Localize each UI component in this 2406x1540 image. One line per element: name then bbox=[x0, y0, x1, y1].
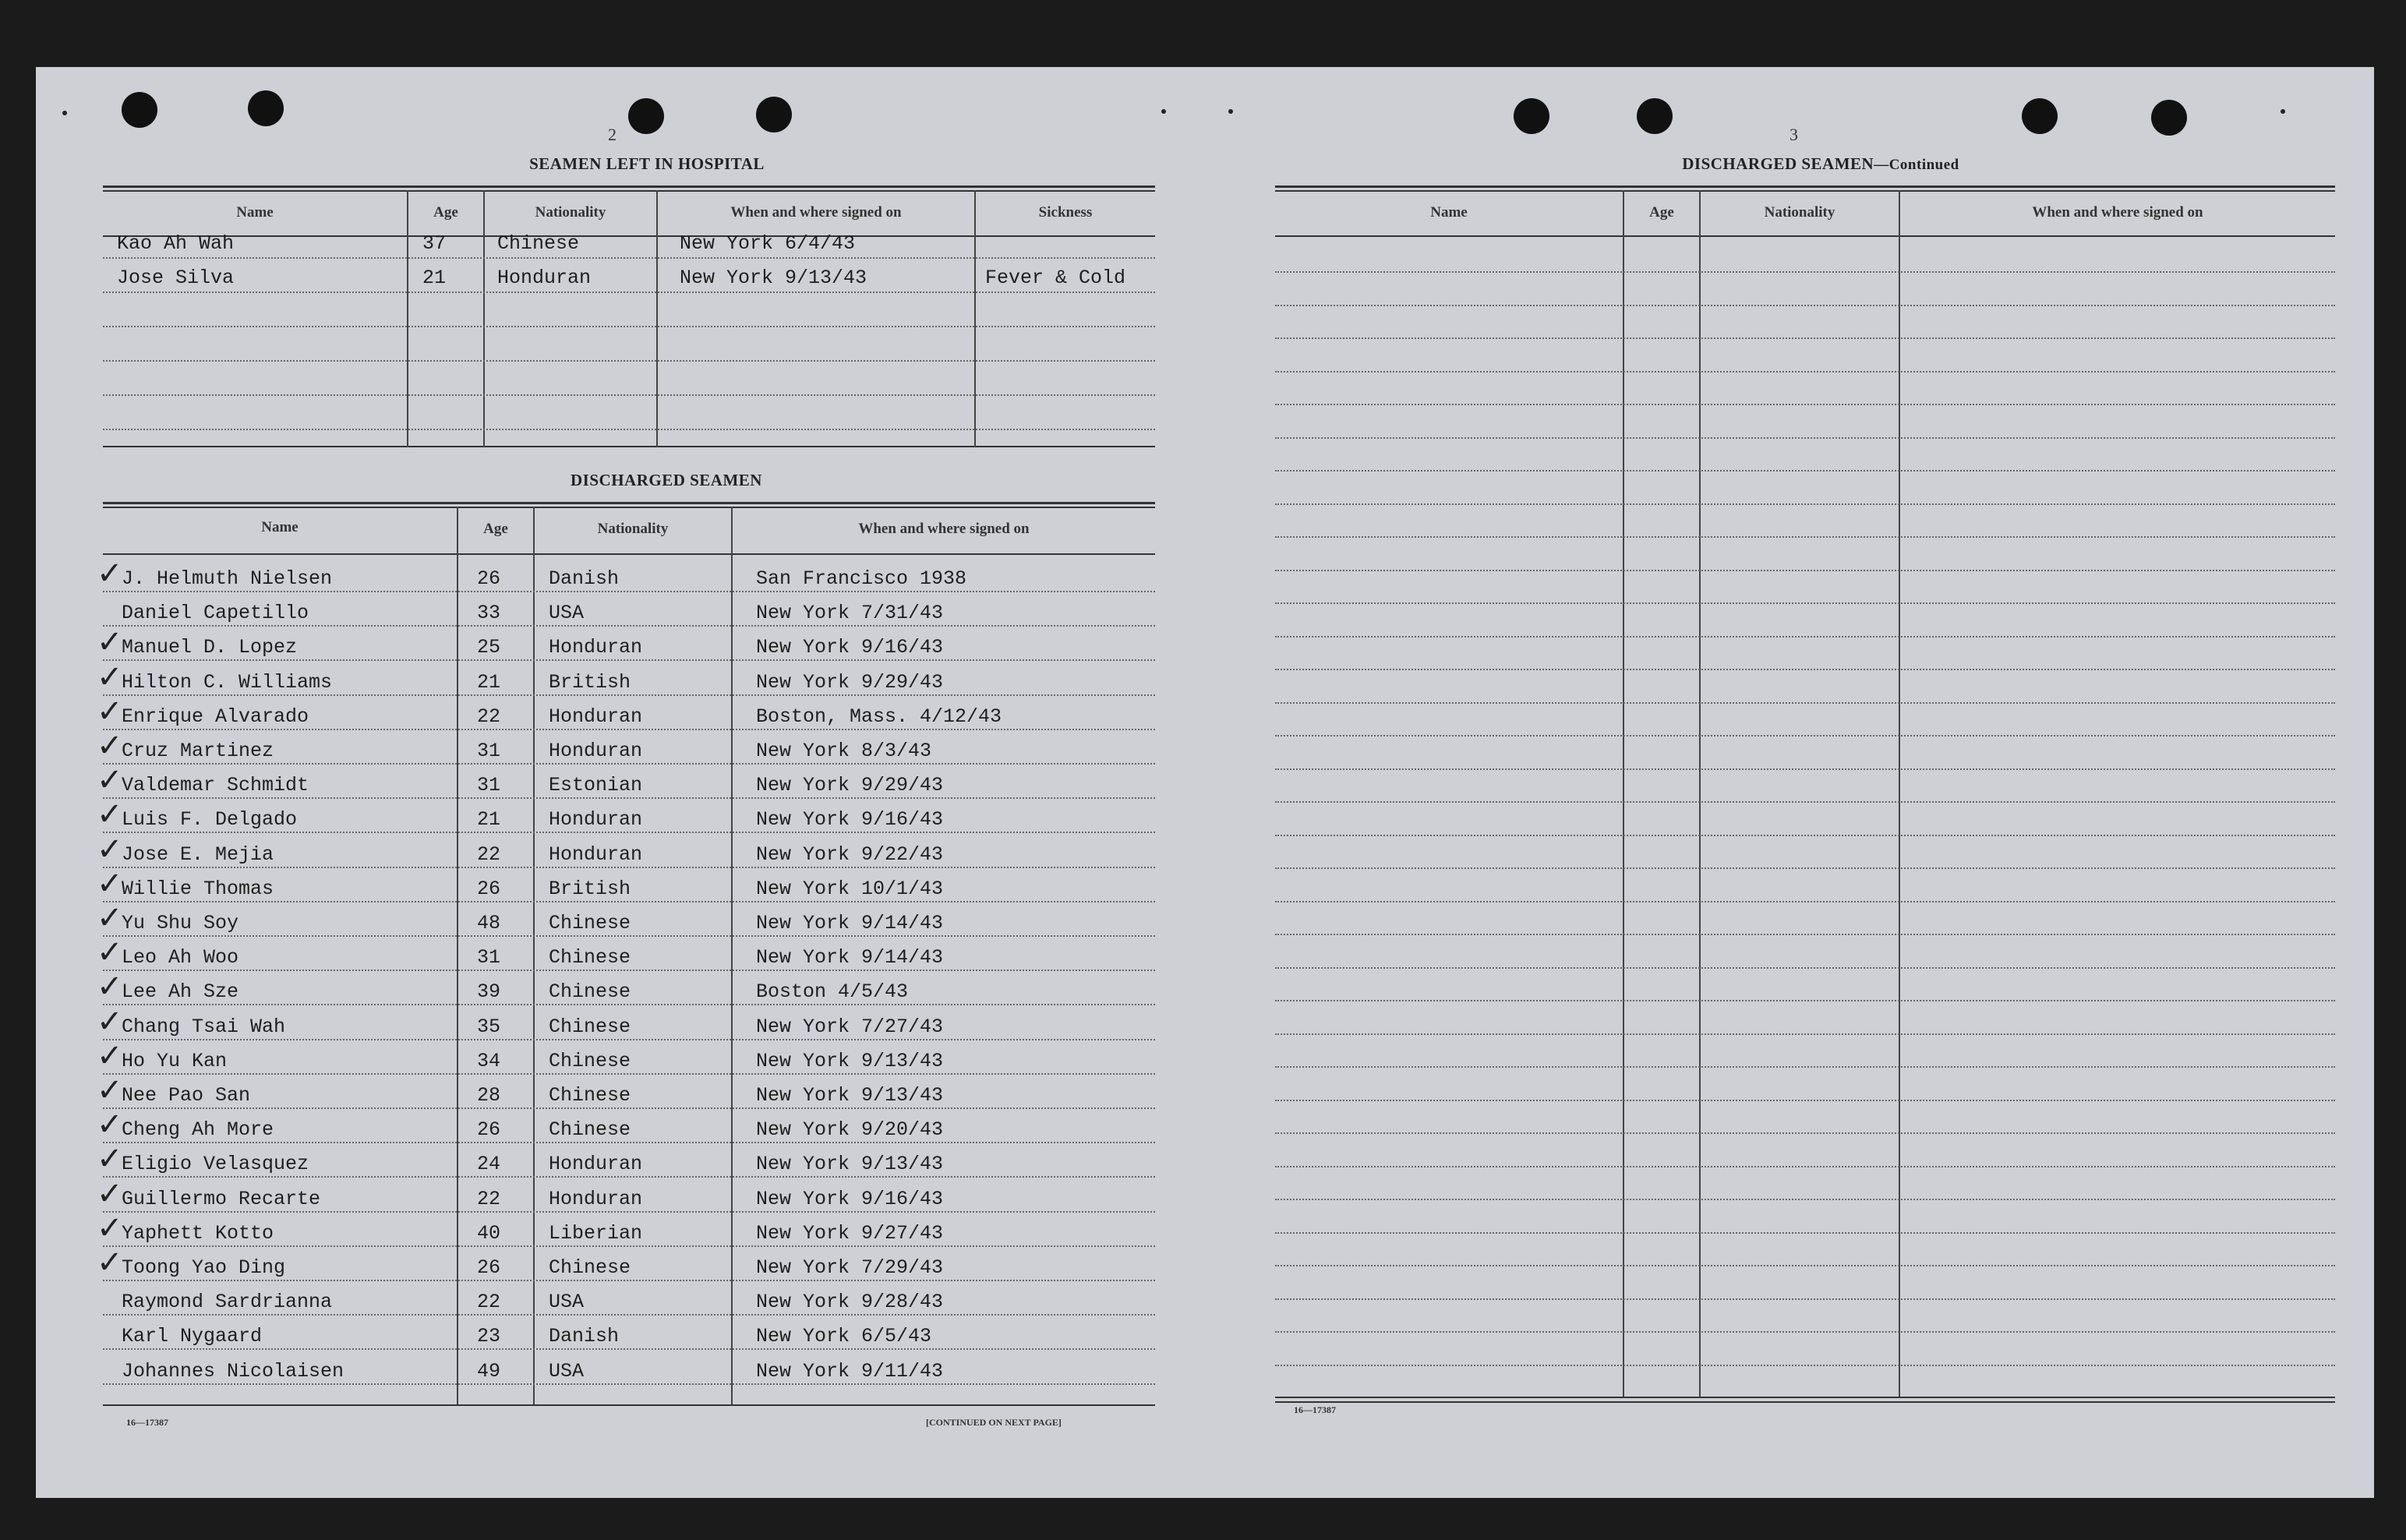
seaman-name: Daniel Capetillo bbox=[122, 602, 309, 624]
seaman-signed-on: New York 9/14/43 bbox=[756, 946, 944, 969]
hospital-header-sickness: Sickness bbox=[1038, 204, 1093, 221]
seaman-age: 34 bbox=[477, 1050, 501, 1072]
row-rule bbox=[103, 763, 1155, 765]
row-rule bbox=[1275, 1000, 2335, 1001]
punch-hole bbox=[2022, 98, 2058, 134]
seaman-age: 39 bbox=[477, 980, 501, 1003]
row-rule bbox=[103, 901, 1155, 902]
seaman-name: Yu Shu Soy bbox=[122, 912, 239, 934]
row-rule bbox=[103, 1107, 1155, 1109]
seaman-nationality: Honduran bbox=[549, 808, 643, 831]
rule bbox=[103, 1404, 1155, 1406]
seaman-signed-on: New York 9/28/43 bbox=[756, 1291, 944, 1313]
seaman-signed-on: New York 9/13/43 bbox=[756, 1153, 944, 1175]
patient-signed-on: New York 9/13/43 bbox=[680, 267, 867, 289]
row-rule bbox=[103, 394, 1155, 396]
speck bbox=[2281, 109, 2285, 114]
patient-signed-on: New York 6/4/43 bbox=[680, 232, 856, 255]
seaman-name: Cheng Ah More bbox=[122, 1118, 274, 1141]
check-mark: ✓ bbox=[97, 866, 123, 902]
row-rule bbox=[103, 832, 1155, 833]
row-rule bbox=[1275, 1166, 2335, 1167]
row-rule bbox=[103, 659, 1155, 661]
rule bbox=[1275, 235, 2335, 237]
discharged-continued-title bbox=[1275, 154, 2366, 174]
continued-header-signed: When and where signed on bbox=[2032, 204, 2203, 221]
check-mark: ✓ bbox=[97, 1141, 123, 1177]
punch-hole bbox=[756, 97, 792, 132]
seaman-nationality: Chinese bbox=[549, 946, 631, 969]
discharged-header-age: Age bbox=[483, 521, 508, 537]
row-rule bbox=[1275, 801, 2335, 803]
check-mark: ✓ bbox=[97, 1210, 123, 1246]
seaman-nationality: Chinese bbox=[549, 1050, 631, 1072]
hospital-header-age: Age bbox=[433, 204, 458, 221]
rule bbox=[103, 507, 1155, 508]
row-rule bbox=[1275, 768, 2335, 770]
check-mark: ✓ bbox=[97, 1038, 123, 1074]
row-rule bbox=[103, 1004, 1155, 1005]
seaman-age: 31 bbox=[477, 774, 501, 796]
seaman-age: 28 bbox=[477, 1084, 501, 1107]
seaman-age: 22 bbox=[477, 1291, 501, 1313]
rule bbox=[103, 502, 1155, 504]
seaman-signed-on: New York 9/13/43 bbox=[756, 1050, 944, 1072]
row-rule bbox=[103, 1383, 1155, 1385]
column-divider bbox=[407, 190, 408, 447]
seaman-age: 26 bbox=[477, 1118, 501, 1141]
seaman-age: 21 bbox=[477, 808, 501, 831]
row-rule bbox=[1275, 1265, 2335, 1266]
seaman-age: 33 bbox=[477, 602, 501, 624]
patient-name: Jose Silva bbox=[117, 267, 235, 289]
seaman-age: 31 bbox=[477, 740, 501, 762]
column-divider bbox=[457, 507, 458, 1404]
seaman-age: 26 bbox=[477, 878, 501, 900]
rule bbox=[103, 185, 1155, 188]
check-mark: ✓ bbox=[97, 969, 123, 1005]
seaman-age: 40 bbox=[477, 1222, 501, 1245]
continued-header-nationality: Nationality bbox=[1764, 204, 1835, 221]
patient-nationality: Honduran bbox=[497, 267, 592, 289]
punch-hole bbox=[1514, 98, 1549, 134]
seaman-nationality: USA bbox=[549, 1291, 585, 1313]
check-mark: ✓ bbox=[97, 900, 123, 936]
seaman-signed-on: New York 6/5/43 bbox=[756, 1325, 932, 1348]
seaman-signed-on: New York 9/27/43 bbox=[756, 1222, 944, 1245]
seaman-signed-on: Boston 4/5/43 bbox=[756, 980, 909, 1003]
discharged-section-title: DISCHARGED SEAMEN bbox=[571, 471, 762, 489]
column-divider bbox=[533, 507, 535, 1404]
rule bbox=[1275, 190, 2335, 192]
seaman-name: Karl Nygaard bbox=[122, 1325, 263, 1348]
row-rule bbox=[1275, 337, 2335, 339]
seaman-age: 35 bbox=[477, 1015, 501, 1038]
row-rule bbox=[103, 625, 1155, 627]
row-rule bbox=[1275, 702, 2335, 704]
seaman-name: Chang Tsai Wah bbox=[122, 1015, 286, 1038]
row-rule bbox=[103, 1176, 1155, 1178]
seaman-nationality: Danish bbox=[549, 1325, 620, 1348]
row-rule bbox=[103, 429, 1155, 430]
check-mark: ✓ bbox=[97, 934, 123, 970]
seaman-nationality: Honduran bbox=[549, 1188, 643, 1210]
seaman-signed-on: New York 10/1/43 bbox=[756, 878, 944, 900]
row-rule bbox=[1275, 835, 2335, 836]
seaman-age: 22 bbox=[477, 705, 501, 728]
seaman-name: Manuel D. Lopez bbox=[122, 636, 298, 659]
seaman-name: Yaphett Kotto bbox=[122, 1222, 274, 1245]
row-rule bbox=[1275, 371, 2335, 373]
column-divider bbox=[974, 190, 976, 447]
check-mark: ✓ bbox=[97, 796, 123, 832]
seaman-nationality: British bbox=[549, 878, 631, 900]
title-main: DISCHARGED SEAMEN bbox=[1682, 154, 1874, 173]
seaman-name: Luis F. Delgado bbox=[122, 808, 298, 831]
row-rule bbox=[103, 1280, 1155, 1281]
row-rule bbox=[1275, 1066, 2335, 1068]
seaman-nationality: Chinese bbox=[549, 1084, 631, 1107]
row-rule bbox=[103, 360, 1155, 362]
row-rule bbox=[1275, 570, 2335, 571]
row-rule bbox=[1275, 602, 2335, 604]
row-rule bbox=[1275, 1132, 2335, 1134]
hospital-section-title: SEAMEN LEFT IN HOSPITAL bbox=[529, 154, 765, 173]
seaman-age: 26 bbox=[477, 567, 501, 590]
seaman-name: Ho Yu Kan bbox=[122, 1050, 228, 1072]
continued-header-age: Age bbox=[1649, 204, 1674, 221]
check-mark: ✓ bbox=[97, 624, 123, 660]
seaman-name: Enrique Alvarado bbox=[122, 705, 309, 728]
row-rule bbox=[1275, 305, 2335, 306]
seaman-name: J. Helmuth Nielsen bbox=[122, 567, 333, 590]
row-rule bbox=[103, 1348, 1155, 1350]
seaman-name: Willie Thomas bbox=[122, 878, 274, 900]
seaman-name: Eligio Velasquez bbox=[122, 1153, 309, 1175]
seaman-name: Hilton C. Williams bbox=[122, 671, 333, 694]
seaman-age: 22 bbox=[477, 1188, 501, 1210]
seaman-name: Jose E. Mejia bbox=[122, 843, 274, 866]
row-rule bbox=[1275, 1100, 2335, 1101]
check-mark: ✓ bbox=[97, 1245, 123, 1280]
seaman-nationality: Chinese bbox=[549, 1015, 631, 1038]
discharged-header-name: Name bbox=[261, 519, 299, 535]
row-rule bbox=[103, 970, 1155, 971]
seaman-age: 48 bbox=[477, 912, 501, 934]
seaman-signed-on: New York 9/22/43 bbox=[756, 843, 944, 866]
seaman-signed-on: New York 9/16/43 bbox=[756, 808, 944, 831]
seaman-age: 24 bbox=[477, 1153, 501, 1175]
check-mark: ✓ bbox=[97, 1176, 123, 1212]
speck bbox=[1161, 109, 1166, 114]
seaman-name: Cruz Martinez bbox=[122, 740, 274, 762]
row-rule bbox=[1275, 437, 2335, 439]
punch-hole bbox=[122, 92, 157, 128]
row-rule bbox=[1275, 867, 2335, 869]
row-rule bbox=[103, 1039, 1155, 1040]
discharged-header-nationality: Nationality bbox=[597, 521, 669, 537]
seaman-nationality: Chinese bbox=[549, 912, 631, 934]
row-rule bbox=[103, 797, 1155, 799]
row-rule bbox=[103, 1245, 1155, 1247]
hospital-header-signed: When and where signed on bbox=[730, 204, 902, 221]
row-rule bbox=[103, 867, 1155, 868]
row-rule bbox=[1275, 1232, 2335, 1234]
seaman-nationality: Chinese bbox=[549, 980, 631, 1003]
punch-hole bbox=[1637, 98, 1673, 134]
seaman-nationality: Honduran bbox=[549, 740, 643, 762]
seaman-signed-on: Boston, Mass. 4/12/43 bbox=[756, 705, 1002, 728]
check-mark: ✓ bbox=[97, 1004, 123, 1040]
patient-age: 37 bbox=[422, 232, 447, 255]
seaman-nationality: Danish bbox=[549, 567, 620, 590]
hospital-header-name: Name bbox=[236, 204, 274, 221]
rule bbox=[103, 553, 1155, 555]
row-rule bbox=[1275, 1331, 2335, 1333]
discharged-header-signed: When and where signed on bbox=[858, 521, 1030, 537]
seaman-name: Nee Pao San bbox=[122, 1084, 251, 1107]
seaman-signed-on: New York 9/20/43 bbox=[756, 1118, 944, 1141]
title-continued: —Continued bbox=[1874, 157, 1959, 173]
seaman-age: 23 bbox=[477, 1325, 501, 1348]
row-rule bbox=[103, 1073, 1155, 1075]
column-divider bbox=[656, 190, 658, 447]
row-rule bbox=[1275, 1033, 2335, 1035]
check-mark: ✓ bbox=[97, 832, 123, 867]
row-rule bbox=[103, 1142, 1155, 1143]
seaman-age: 25 bbox=[477, 636, 501, 659]
seaman-nationality: British bbox=[549, 671, 631, 694]
seaman-nationality: Chinese bbox=[549, 1256, 631, 1279]
punch-hole bbox=[628, 98, 664, 134]
seaman-name: Toong Yao Ding bbox=[122, 1256, 286, 1279]
seaman-signed-on: New York 9/29/43 bbox=[756, 774, 944, 796]
patient-name: Kao Ah Wah bbox=[117, 232, 235, 255]
seaman-age: 21 bbox=[477, 671, 501, 694]
column-divider bbox=[731, 507, 733, 1404]
row-rule bbox=[1275, 536, 2335, 538]
seaman-nationality: Liberian bbox=[549, 1222, 643, 1245]
seaman-age: 22 bbox=[477, 843, 501, 866]
page-number: 2 bbox=[608, 125, 617, 144]
rule bbox=[103, 446, 1155, 447]
rule bbox=[103, 190, 1155, 192]
continued-note: [CONTINUED ON NEXT PAGE] bbox=[926, 1417, 1062, 1428]
seaman-name: Leo Ah Woo bbox=[122, 946, 239, 969]
rule bbox=[1275, 185, 2335, 188]
seaman-nationality: Honduran bbox=[549, 1153, 643, 1175]
patient-age: 21 bbox=[422, 267, 447, 289]
check-mark: ✓ bbox=[97, 762, 123, 798]
seaman-age: 26 bbox=[477, 1256, 501, 1279]
seaman-signed-on: New York 7/31/43 bbox=[756, 602, 944, 624]
seaman-signed-on: New York 9/16/43 bbox=[756, 1188, 944, 1210]
speck bbox=[1228, 109, 1233, 114]
rule bbox=[1275, 1397, 2335, 1398]
seaman-signed-on: New York 9/29/43 bbox=[756, 671, 944, 694]
form-number: 16—17387 bbox=[1294, 1404, 1336, 1415]
seaman-signed-on: New York 8/3/43 bbox=[756, 740, 932, 762]
row-rule bbox=[103, 935, 1155, 937]
row-rule bbox=[1275, 503, 2335, 505]
row-rule bbox=[103, 591, 1155, 592]
seaman-name: Valdemar Schmidt bbox=[122, 774, 309, 796]
seaman-signed-on: New York 7/29/43 bbox=[756, 1256, 944, 1279]
row-rule bbox=[1275, 1298, 2335, 1300]
seaman-name: Johannes Nicolaisen bbox=[122, 1360, 344, 1383]
row-rule bbox=[1275, 1199, 2335, 1200]
seaman-name: Lee Ah Sze bbox=[122, 980, 239, 1003]
page-number: 3 bbox=[1789, 125, 1798, 144]
seaman-signed-on: New York 9/13/43 bbox=[756, 1084, 944, 1107]
row-rule bbox=[103, 1211, 1155, 1213]
seaman-age: 31 bbox=[477, 946, 501, 969]
check-mark: ✓ bbox=[97, 694, 123, 729]
continued-header-name: Name bbox=[1430, 204, 1468, 221]
row-rule bbox=[1275, 967, 2335, 969]
seaman-nationality: USA bbox=[549, 602, 585, 624]
row-rule bbox=[103, 257, 1155, 259]
row-rule bbox=[1275, 934, 2335, 935]
row-rule bbox=[103, 729, 1155, 730]
row-rule bbox=[1275, 1365, 2335, 1366]
row-rule bbox=[1275, 669, 2335, 670]
patient-nationality: Chinese bbox=[497, 232, 580, 255]
seaman-signed-on: New York 9/16/43 bbox=[756, 636, 944, 659]
speck bbox=[62, 111, 67, 115]
seaman-nationality: Chinese bbox=[549, 1118, 631, 1141]
check-mark: ✓ bbox=[97, 556, 123, 592]
seaman-nationality: Honduran bbox=[549, 843, 643, 866]
check-mark: ✓ bbox=[97, 1072, 123, 1108]
form-number: 16—17387 bbox=[126, 1417, 168, 1428]
seaman-nationality: Honduran bbox=[549, 705, 643, 728]
row-rule bbox=[1275, 404, 2335, 405]
row-rule bbox=[103, 1314, 1155, 1316]
row-rule bbox=[103, 326, 1155, 327]
seaman-signed-on: New York 9/11/43 bbox=[756, 1360, 944, 1383]
row-rule bbox=[1275, 636, 2335, 638]
row-rule bbox=[103, 291, 1155, 293]
seaman-nationality: Estonian bbox=[549, 774, 643, 796]
seaman-name: Guillermo Recarte bbox=[122, 1188, 321, 1210]
seaman-nationality: Honduran bbox=[549, 636, 643, 659]
document-sheet bbox=[36, 67, 2374, 1498]
hospital-header-nationality: Nationality bbox=[535, 204, 606, 221]
row-rule bbox=[1275, 901, 2335, 902]
punch-hole bbox=[2151, 100, 2187, 136]
row-rule bbox=[1275, 735, 2335, 736]
check-mark: ✓ bbox=[97, 659, 123, 695]
seaman-name: Raymond Sardrianna bbox=[122, 1291, 333, 1313]
seaman-signed-on: New York 7/27/43 bbox=[756, 1015, 944, 1038]
check-mark: ✓ bbox=[97, 1107, 123, 1143]
row-rule bbox=[103, 694, 1155, 696]
check-mark: ✓ bbox=[97, 728, 123, 764]
seaman-signed-on: New York 9/14/43 bbox=[756, 912, 944, 934]
rule bbox=[103, 235, 1155, 237]
column-divider bbox=[483, 190, 485, 447]
rule bbox=[1275, 1401, 2335, 1403]
row-rule bbox=[1275, 470, 2335, 472]
row-rule bbox=[1275, 271, 2335, 273]
seaman-age: 49 bbox=[477, 1360, 501, 1383]
seaman-nationality: USA bbox=[549, 1360, 585, 1383]
patient-sickness: Fever & Cold bbox=[985, 267, 1126, 289]
seaman-signed-on: San Francisco 1938 bbox=[756, 567, 967, 590]
punch-hole bbox=[248, 90, 284, 126]
